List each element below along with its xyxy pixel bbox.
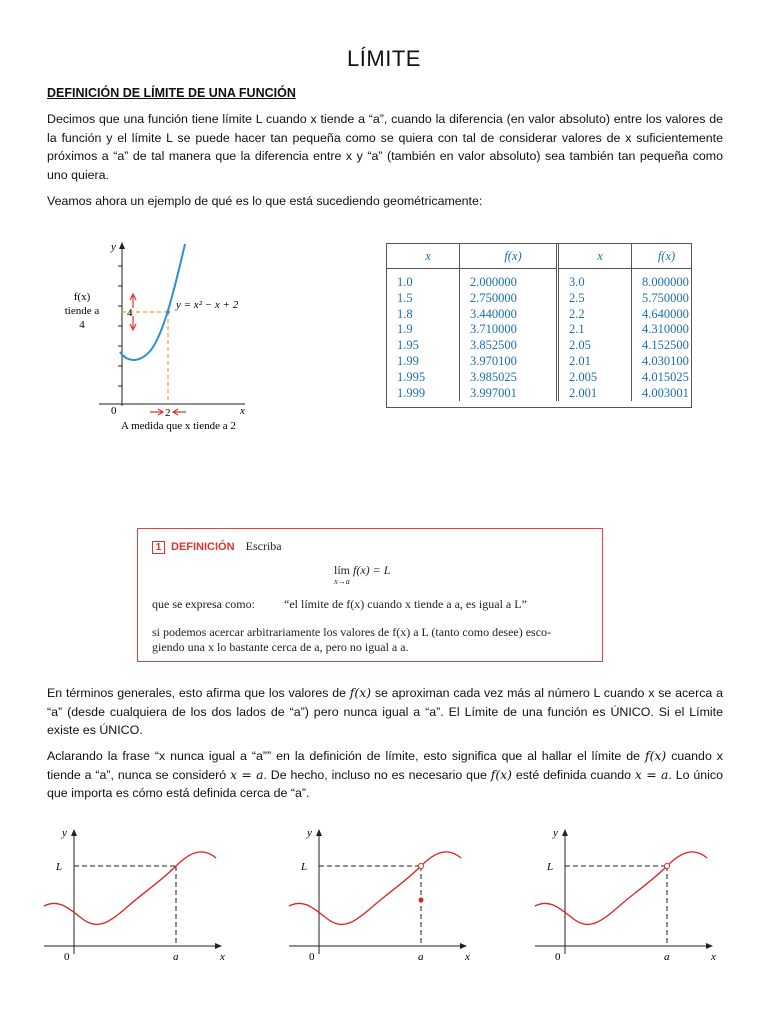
p4-text-d: esté definida cuando (511, 767, 635, 782)
p3-text-a: En términos generales, esto afirma que los valores de (47, 686, 350, 700)
table-row (387, 291, 691, 307)
table-row (387, 322, 691, 338)
section-heading: DEFINICIÓN DE LÍMITE DE UNA FUNCIÓN (47, 86, 296, 100)
graph-caption: A medida que x tiende a 2 (121, 420, 236, 432)
side-label-4: 4 (79, 319, 85, 331)
table-cell: 3.440000 (460, 307, 558, 323)
table-cell: 2.05 (558, 338, 632, 354)
p4-text-e: . Lo único que importa es cómo está definida cerca de “a”. (47, 767, 723, 800)
y-tick-4: 4 (127, 307, 133, 319)
table-cell: 2.000000 (460, 269, 558, 291)
y-axis-arrow (562, 829, 568, 836)
function-curve (289, 852, 461, 925)
table-cell: 8.000000 (642, 275, 689, 289)
table-cell: 4.003001 (642, 385, 689, 400)
p4-math-fx: f(x) (644, 748, 667, 763)
table-cell: 4.152500 (642, 338, 689, 353)
y-label: y (307, 827, 312, 839)
p4-text-b: cuando x tiende a “a”, nunca se consideró (47, 749, 723, 782)
limit-graph-continuous (40, 826, 230, 966)
table-row (387, 338, 691, 354)
formula-rest: f(x) = L (353, 563, 391, 577)
x-label: x (711, 951, 716, 963)
table-cell: 3.710000 (460, 322, 558, 338)
a-label: a (418, 951, 424, 963)
table-cell: 2.2 (558, 307, 632, 323)
equation-label: y = x² − x + 2 (176, 299, 239, 311)
definition-label: DEFINICIÓN (171, 541, 235, 553)
formula-subscript: x→a (334, 577, 350, 586)
x-axis-label: x (240, 405, 245, 417)
L-label: L (56, 861, 63, 873)
paragraph-definition: Decimos que una función tiene límite L cuando x tiende a “a”, cuando la diferencia (en valor absoluto) entre los valores de la función y el límite L se puede hacer tan pequeña como se quiera con tal de considerar valores de x suficientemente próximos a “a” de tal manera que la diferencia entre x y “a” (también en valor absoluto) sea también tan pequeña como uno quiera. (47, 112, 723, 182)
definition-number: 1 (152, 541, 165, 554)
table-cell: 3.0 (558, 269, 632, 291)
p3-math-fx: f(x) (349, 685, 372, 700)
table-cell: 1.0 (387, 269, 460, 291)
p4-text-c: . De hecho, incluso no es necesario que (263, 767, 491, 782)
table-cell: 3.852500 (460, 338, 558, 354)
table-cell: 3.985025 (460, 370, 558, 386)
table-cell: 2.01 (558, 354, 632, 370)
left-arrow-icon (173, 409, 186, 415)
table-row (387, 307, 691, 323)
table-cell: 1.8 (387, 307, 460, 323)
limit-formula (334, 565, 390, 587)
page-title: LÍMITE (347, 46, 421, 71)
x-axis-arrow (706, 943, 713, 949)
table-cell: 1.99 (387, 354, 460, 370)
p4-math-x-eq-a-2: x = a (634, 766, 669, 782)
definition-header (152, 539, 282, 554)
y-axis-label: y (111, 241, 116, 253)
table-cell: 1.5 (387, 291, 460, 307)
L-label: L (301, 861, 308, 873)
parabola-graph (55, 236, 265, 436)
table-row (387, 269, 691, 291)
x-label: x (465, 951, 470, 963)
up-arrow-icon (130, 294, 136, 308)
origin-label: 0 (111, 405, 117, 417)
side-label-tiende: tiende a (64, 305, 100, 317)
table-cell: 4.640000 (642, 306, 689, 321)
side-label-fx: f(x) (73, 291, 91, 303)
col-header-x-right: x (558, 244, 632, 269)
formula-lim: lím (334, 563, 351, 577)
y-ticks (118, 266, 122, 386)
origin-label: 0 (64, 951, 70, 963)
table-row (387, 354, 691, 370)
limit-graph-undefined (531, 826, 721, 966)
table-cell: 1.95 (387, 338, 460, 354)
table-cell: 4.310000 (642, 322, 689, 337)
table-cell: 1.9 (387, 322, 460, 338)
right-arrow-icon (150, 409, 163, 415)
origin-label: 0 (309, 951, 315, 963)
table-cell: 1.999 (387, 386, 460, 402)
table-cell: 5.750000 (642, 290, 689, 305)
table-cell: 1.995 (387, 370, 460, 386)
table-cell: 2.1 (558, 322, 632, 338)
a-label: a (173, 951, 179, 963)
function-curve (44, 852, 216, 925)
table-header-row (387, 244, 691, 269)
paragraph-general (47, 684, 723, 740)
x-axis-arrow (215, 943, 222, 949)
table-cell: 2.005 (558, 370, 632, 386)
y-label: y (553, 827, 558, 839)
limit-graph-point-below (285, 826, 475, 966)
open-circle (419, 864, 424, 869)
table-cell: 3.970100 (460, 354, 558, 370)
col-header-x-left: x (387, 244, 460, 269)
table-cell: 2.5 (558, 291, 632, 307)
definition-box (137, 528, 603, 662)
y-axis-arrow (316, 829, 322, 836)
definition-line2: si podemos acercar arbitrariamente los valores de f(x) a L (tanto como desee) esco- (152, 625, 552, 639)
values-table (387, 244, 691, 401)
definition-line1-left: que se expresa como: (152, 597, 255, 611)
limit-point (166, 310, 170, 314)
y-axis-arrow (119, 242, 125, 249)
y-label: y (62, 827, 67, 839)
x-axis-arrow (460, 943, 467, 949)
table-cell: 2.001 (558, 386, 632, 402)
paragraph-example-intro: Veamos ahora un ejemplo de qué es lo que está sucediendo geométricamente: (47, 194, 483, 208)
x-tick-2: 2 (165, 407, 171, 419)
definition-line1-right: “el límite de f(x) cuando x tiende a a, es igual a L” (284, 597, 527, 611)
table-row (387, 386, 691, 402)
col-header-fx-right: f(x) (632, 244, 692, 269)
function-curve (535, 852, 707, 925)
L-label: L (547, 861, 554, 873)
table-cell: 3.997001 (460, 386, 558, 402)
table-row (387, 370, 691, 386)
p4-math-x-eq-a: x = a (230, 766, 264, 782)
p4-math-fx-2: f(x) (490, 766, 512, 782)
function-value-point (419, 898, 424, 903)
definition-line3: giendo una x lo bastante cerca de a, pero no igual a a. (152, 640, 409, 654)
definition-intro: Escriba (245, 539, 282, 553)
x-label: x (220, 951, 225, 963)
col-header-fx-left: f(x) (460, 244, 558, 269)
p4-text-a: Aclarando la frase “x nunca igual a “a”” en la definición de límite, esto significa que al hallar el límite de (47, 749, 645, 763)
table-cell: 4.015025 (642, 369, 689, 384)
values-table-frame (386, 243, 692, 408)
table-cell: 4.030100 (642, 353, 689, 368)
a-label: a (664, 951, 670, 963)
paragraph-clarification (47, 747, 723, 803)
y-axis-arrow (71, 829, 77, 836)
origin-label: 0 (555, 951, 561, 963)
p3-text-b: se aproximan cada vez más al número L cuando x se acerca a “a” (desde cualquiera de los dos lados de “a”) pero nunca igual a “a”. El Límite de una función es ÚNICO. Si el Límite existe es ÚNICO. (47, 686, 723, 737)
table-cell: 2.750000 (460, 291, 558, 307)
open-circle (665, 864, 670, 869)
